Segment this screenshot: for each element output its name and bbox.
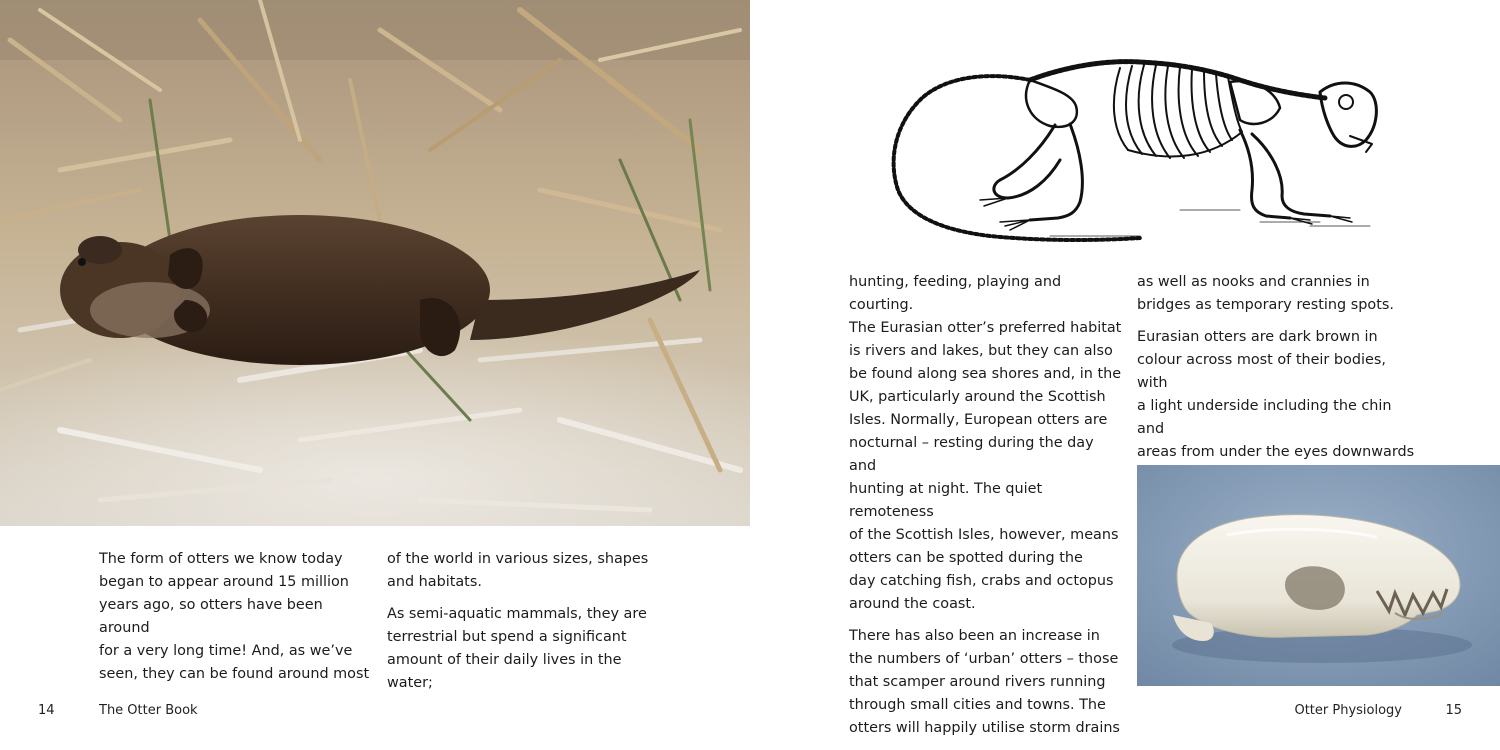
body-text-column-right-1 (849, 271, 1124, 749)
running-title-right: Otter Physiology (1294, 703, 1402, 718)
body-text-column-left-2 (387, 548, 667, 704)
page-number-left: 14 (38, 703, 55, 718)
paragraph: The form of otters we know today began to appear around 15 million years ago, so otters have been around for a very long time! And, as we’ve seen, they can be found around most (99, 551, 370, 682)
otter-photo (0, 0, 750, 526)
otter-skull-photo (1137, 465, 1500, 686)
paragraph: There has also been an increase in the numbers of ‘urban’ otters – those that scamper around rivers running through small cities and towns. The otters will happily utilise storm drains (849, 628, 1120, 736)
body-text-column-right-2 (1137, 271, 1417, 496)
body-text-column-left-1 (99, 548, 374, 695)
paragraph: Eurasian otters are dark brown in colour across most of their bodies, with a light underside including the chin and areas from under the eyes downwards (1137, 329, 1415, 460)
otter-skeleton-illustration (880, 40, 1380, 250)
right-page (750, 0, 1500, 750)
paragraph: As semi-aquatic mammals, they are terrestrial but spend a significant amount of their daily lives in the water; (387, 606, 647, 691)
running-title-left: The Otter Book (99, 703, 198, 718)
page-number-right: 15 (1445, 703, 1462, 718)
paragraph: as well as nooks and crannies in bridges as temporary resting spots. (1137, 274, 1394, 313)
paragraph: of the world in various sizes, shapes and habitats. (387, 551, 649, 590)
paragraph: hunting, feeding, playing and courting. The Eurasian otter’s preferred habitat is rivers and lakes, but they can also be found along sea shores and, in the UK, particularly around the Scottish Isles. Normally, European otters are nocturnal – resting during the day and hunting at night. The quiet remoteness of the Scottish Isles, however, means otters can be spotted during the day catching fish, crabs and octopus around the coast. (849, 274, 1122, 612)
